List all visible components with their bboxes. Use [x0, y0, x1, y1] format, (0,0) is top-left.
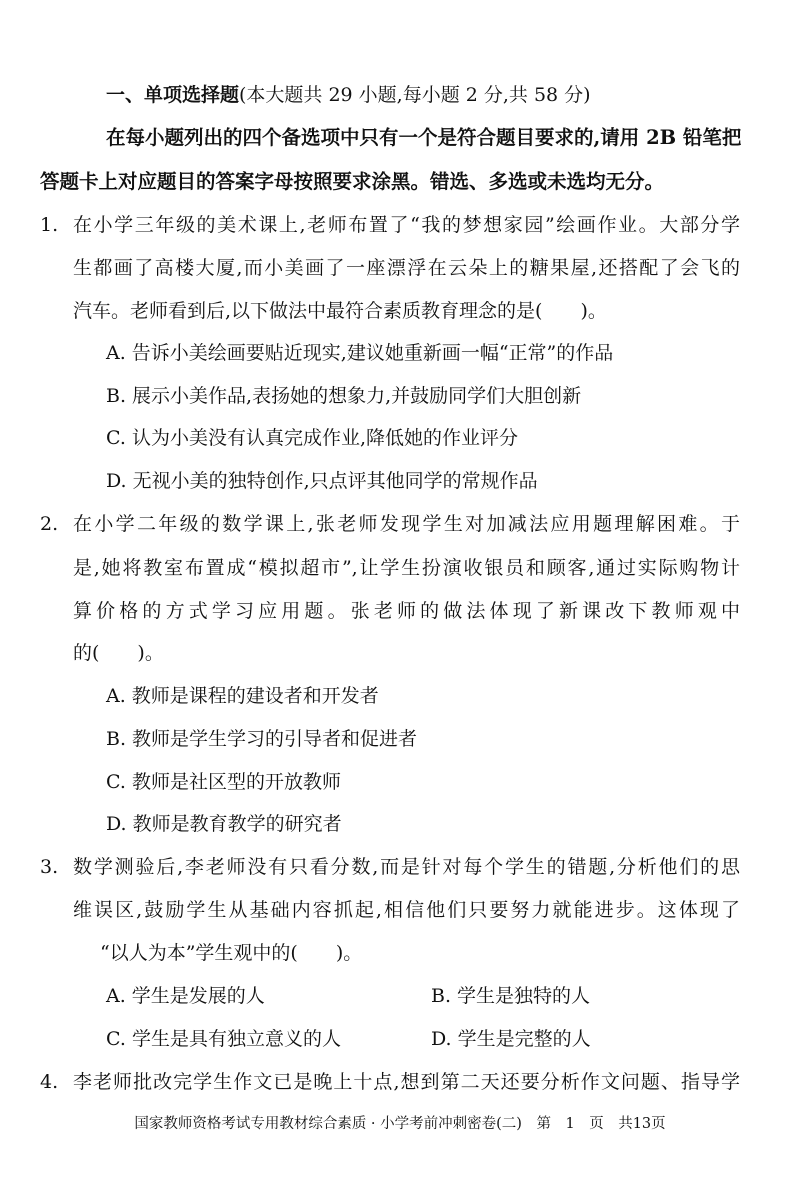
question-3-stem-line-2: 维误区,鼓励学生从基础内容抓起,相信他们只要努力就能进步。这体现了 [73, 899, 740, 921]
question-3-option-a: A. 学生是发展的人 [106, 985, 265, 1007]
question-3-option-b: B. 学生是独特的人 [431, 985, 591, 1007]
question-1-option-d: D. 无视小美的独特创作,只点评其他同学的常规作品 [106, 470, 538, 492]
section-title-bold: 一、单项选择题 [106, 84, 240, 106]
question-3-option-c: C. 学生是具有独立意义的人 [106, 1028, 341, 1050]
question-1-option-a: A. 告诉小美绘画要贴近现实,建议她重新画一幅“正常”的作品 [106, 342, 614, 364]
question-2-option-b: B. 教师是学生学习的引导者和促进者 [106, 728, 418, 750]
question-2-option-a: A. 教师是课程的建设者和开发者 [106, 685, 379, 707]
question-2-option-c: C. 教师是社区型的开放教师 [106, 771, 341, 793]
instruction-line-1: 在每小题列出的四个备选项中只有一个是符合题目要求的,请用 2B 铅笔把 [106, 126, 742, 149]
section-title [106, 83, 591, 107]
question-2-stem-line-2: 是,她将教室布置成“模拟超市”,让学生扮演收银员和顾客,通过实际购物计 [73, 557, 740, 579]
question-1-stem-line-2: 生都画了高楼大厦,而小美画了一座漂浮在云朵上的糖果屋,还搭配了会飞的 [73, 257, 740, 279]
instruction-line-2: 答题卡上对应题目的答案字母按照要求涂黑。错选、多选或未选均无分。 [40, 170, 665, 193]
question-1-option-c: C. 认为小美没有认真完成作业,降低她的作业评分 [106, 427, 518, 449]
question-1-number: 1. [40, 214, 59, 236]
question-3-stem-line-3: “以人为本”学生观中的( )。 [100, 942, 363, 964]
question-1-option-b: B. 展示小美作品,表扬她的想象力,并鼓励同学们大胆创新 [106, 385, 582, 407]
question-3-option-d: D. 学生是完整的人 [431, 1028, 591, 1050]
page-footer: 国家教师资格考试专用教材综合素质 · 小学考前冲刺密卷(二) 第 1 页 共13页 [134, 1116, 666, 1132]
question-2-stem-line-1: 在小学二年级的数学课上,张老师发现学生对加减法应用题理解困难。于 [73, 513, 740, 535]
section-title-note: (本大题共 29 小题,每小题 2 分,共 58 分) [239, 84, 591, 106]
question-2-number: 2. [40, 513, 59, 535]
question-3-number: 3. [40, 856, 59, 878]
question-4-number: 4. [40, 1071, 59, 1093]
question-1-stem-line-1: 在小学三年级的美术课上,老师布置了“我的梦想家园”绘画作业。大部分学 [73, 214, 740, 236]
question-1-stem-line-3: 汽车。老师看到后,以下做法中最符合素质教育理念的是( )。 [73, 300, 607, 322]
question-2-option-d: D. 教师是教育教学的研究者 [106, 813, 342, 835]
question-3-stem-line-1: 数学测验后,李老师没有只看分数,而是针对每个学生的错题,分析他们的思 [73, 856, 740, 878]
question-4-stem-line-1: 李老师批改完学生作文已是晚上十点,想到第二天还要分析作文问题、指导学 [73, 1071, 740, 1093]
question-2-stem-line-3: 算价格的方式学习应用题。张老师的做法体现了新课改下教师观中 [73, 600, 740, 622]
question-2-stem-line-4: 的( )。 [73, 642, 164, 664]
